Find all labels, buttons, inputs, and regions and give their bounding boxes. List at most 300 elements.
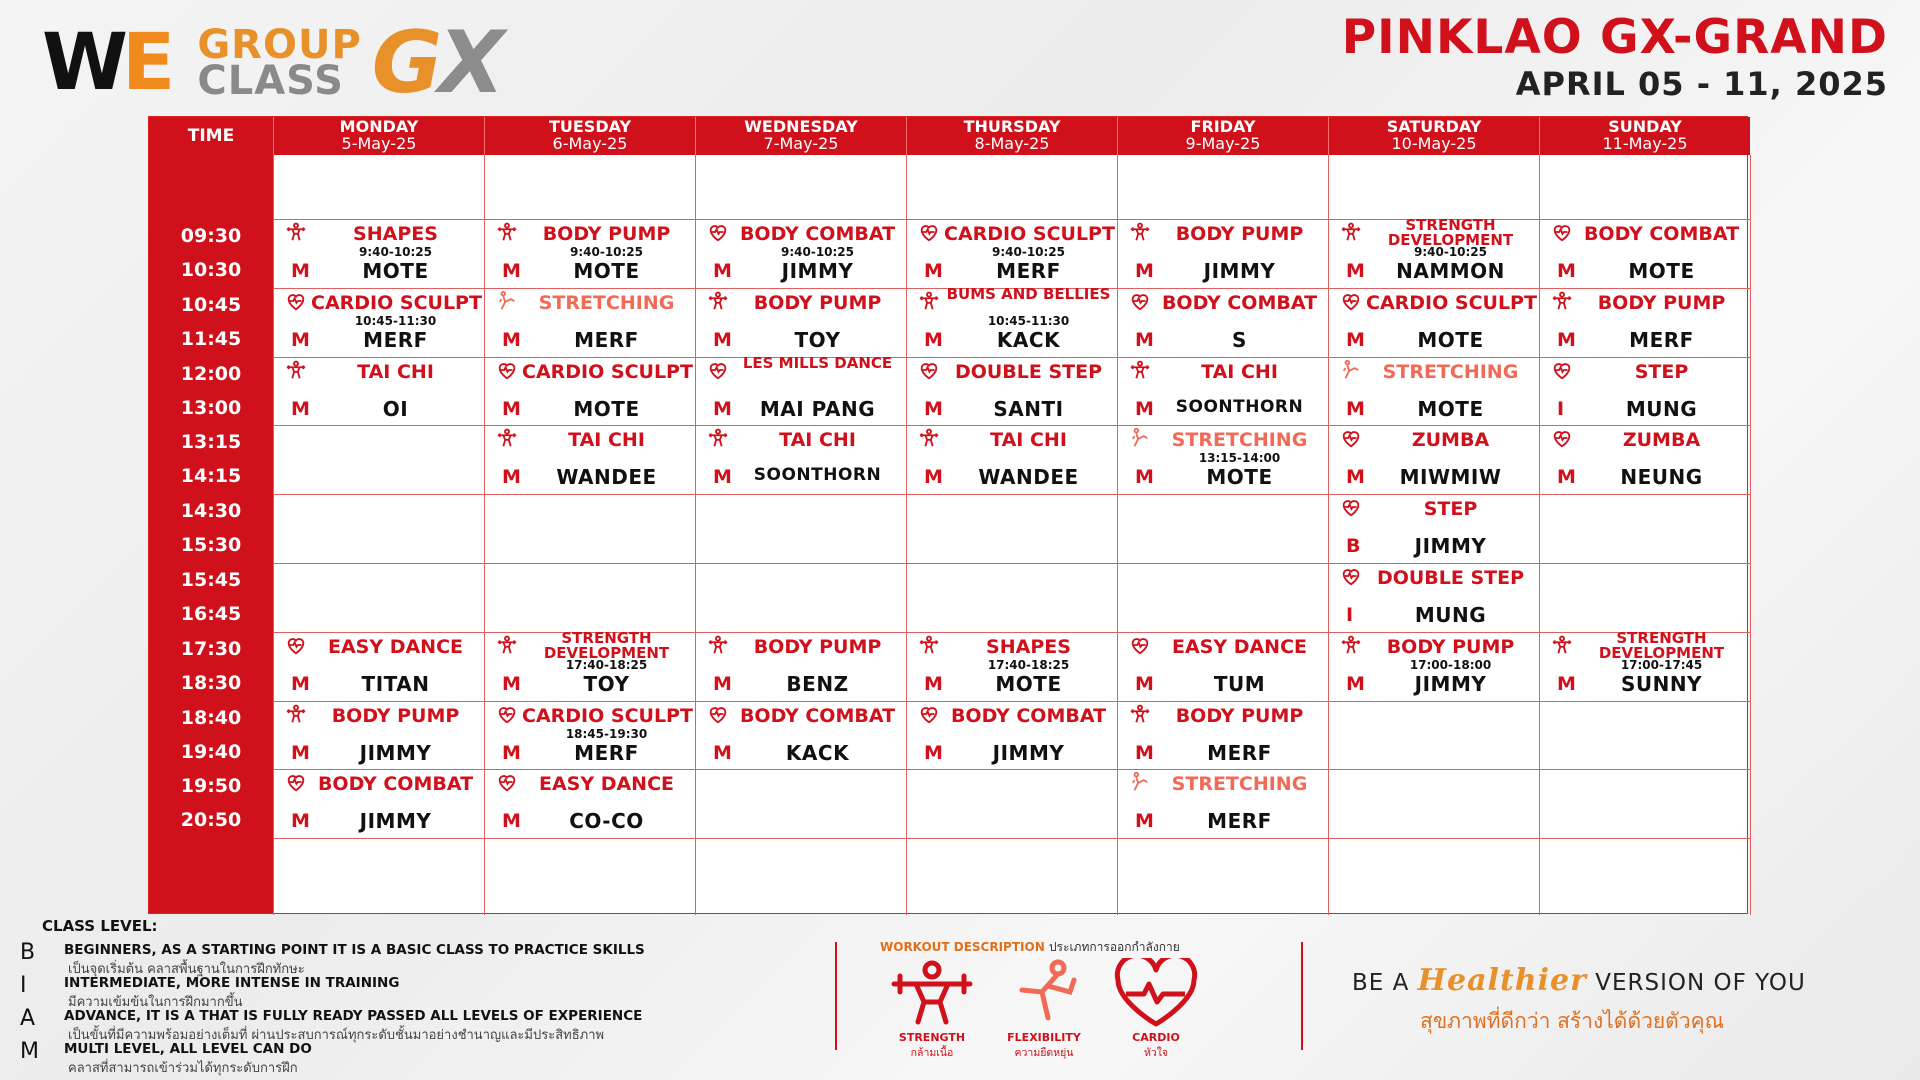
instructor-name: MOTE [1417, 327, 1484, 352]
instructor-name: MOTE [1628, 259, 1695, 283]
class-name: TAI CHI [568, 429, 645, 452]
strength-icon [1129, 703, 1151, 725]
strength-icon [285, 221, 307, 243]
class-level: I [1346, 604, 1354, 626]
class-cell[interactable] [1117, 219, 1328, 288]
class-level: M [713, 328, 732, 351]
we-logo: WE [42, 18, 170, 108]
workout-item [872, 958, 992, 1061]
class-level: M [1135, 260, 1154, 282]
cardio-icon [1340, 427, 1362, 449]
instructor-name: MUNG [1414, 603, 1487, 627]
class-name: CARDIO SCULPT [311, 291, 482, 314]
slot-start-time: 14:30 [180, 500, 242, 523]
class-name: BODY PUMP [1175, 704, 1304, 727]
slot-end-time: 11:45 [180, 327, 242, 350]
instructor-name: MUNG [1625, 396, 1698, 421]
class-level: M [713, 466, 732, 489]
class-cell[interactable] [1328, 288, 1539, 357]
class-time: 9:40-10:25 [780, 245, 855, 259]
strength-icon [285, 359, 307, 381]
cardio-icon [1129, 290, 1151, 312]
cardio-icon [1129, 634, 1151, 656]
level-description: ADVANCE, IT IS A THAT IS FULLY READY PASSED ALL LEVELS OF EXPERIENCE [64, 1008, 643, 1024]
class-name: BODY PUMP [1597, 291, 1726, 314]
divider [835, 942, 837, 1050]
class-time: 9:40-10:25 [569, 245, 644, 259]
class-level: M [924, 741, 943, 764]
class-level: M [502, 328, 521, 351]
class-name: EASY DANCE [327, 635, 464, 658]
instructor-name: KACK [785, 740, 850, 765]
cardio-icon [285, 634, 307, 656]
class-cell[interactable] [1539, 425, 1750, 494]
class-cell[interactable] [1117, 769, 1328, 838]
instructor-name: JIMMY [1203, 259, 1276, 283]
strength-icon [285, 703, 307, 725]
class-time: 10:45-11:30 [354, 313, 437, 328]
instructor-name: SOONTHORN [1175, 396, 1304, 417]
cardio-icon [707, 359, 729, 381]
cardio-icon [918, 359, 940, 381]
instructor-name: MOTE [995, 671, 1062, 696]
instructor-name: WANDEE [556, 465, 657, 490]
instructor-name: MOTE [362, 259, 429, 283]
group-class-logo: GROUP CLASS [197, 22, 362, 104]
class-time: 17:00-18:00 [1409, 657, 1492, 672]
class-level: M [1135, 328, 1154, 351]
flexibility-icon [984, 958, 1104, 1032]
class-level: M [713, 672, 732, 695]
level-letter: I [20, 973, 27, 998]
day-header [484, 117, 695, 155]
cardio-icon [1551, 427, 1573, 449]
day-name: TUESDAY [548, 117, 632, 136]
class-name: EASY DANCE [538, 773, 675, 796]
class-level-title: CLASS LEVEL: [42, 917, 158, 935]
class-level: M [291, 741, 310, 764]
class-level: M [713, 741, 732, 764]
class-cell[interactable] [273, 769, 484, 838]
day-header [695, 117, 906, 155]
class-name: STRETCHING [1171, 773, 1308, 796]
instructor-name: MERF [996, 259, 1061, 283]
class-level: M [502, 397, 521, 420]
cardio-icon [1340, 565, 1362, 587]
cardio-icon [496, 359, 518, 381]
slot-end-time: 14:15 [180, 465, 242, 488]
class-time: 18:45-19:30 [565, 726, 648, 741]
class-cell[interactable] [484, 219, 695, 288]
instructor-name: NAMMON [1396, 259, 1505, 283]
class-name: BODY PUMP [1175, 223, 1304, 245]
class-level: M [502, 741, 521, 764]
day-header [1328, 117, 1539, 155]
class-name: BODY PUMP [753, 635, 882, 658]
class-name: CARDIO SCULPT [1366, 291, 1537, 314]
strength-icon [918, 634, 940, 656]
class-cell[interactable] [906, 632, 1117, 701]
grid-line [1750, 155, 1751, 915]
slot-end-time: 18:30 [180, 671, 242, 694]
day-date: 6-May-25 [552, 133, 628, 153]
workout-label: CARDIO [1132, 1031, 1180, 1044]
strength-icon [1129, 359, 1151, 381]
class-level: M [713, 397, 732, 420]
class-cell[interactable] [695, 425, 906, 494]
cardio-icon [285, 771, 307, 793]
level-description: BEGINNERS, AS A STARTING POINT IT IS A BASIC CLASS TO PRACTICE SKILLS [64, 942, 645, 958]
tagline-thai: สุขภาพที่ดีกว่า สร้างได้ด้วยตัวคุณ [1420, 1009, 1725, 1033]
instructor-name: NEUNG [1620, 465, 1703, 490]
level-description: INTERMEDIATE, MORE INTENSE IN TRAINING [64, 975, 400, 991]
instructor-name: MIWMIW [1399, 465, 1502, 490]
class-cell[interactable] [273, 701, 484, 770]
instructor-name: SANTI [993, 396, 1064, 421]
slot-start-time: 10:45 [180, 293, 242, 316]
class-name: BODY PUMP [1386, 635, 1515, 658]
slot-start-time: 15:45 [180, 569, 242, 591]
divider [1301, 942, 1303, 1050]
class-level: M [1557, 260, 1576, 282]
class-time: 9:40-10:25 [1413, 245, 1488, 259]
class-cell[interactable] [484, 769, 695, 838]
class-level: M [1346, 466, 1365, 489]
class-cell[interactable] [484, 425, 695, 494]
class-name: STEP [1634, 360, 1689, 383]
class-level: M [1346, 397, 1365, 420]
class-name: CARDIO SCULPT [522, 704, 693, 727]
class-cell[interactable] [1328, 216, 1539, 288]
class-name: TAI CHI [990, 429, 1067, 452]
day-date: 9-May-25 [1185, 133, 1261, 153]
class-cell[interactable] [484, 628, 695, 701]
class-level: M [1557, 328, 1576, 351]
instructor-name: TOY [583, 671, 630, 696]
class-name: BODY COMBAT [317, 773, 474, 796]
class-cell[interactable] [1117, 357, 1328, 426]
cardio-icon [1340, 496, 1362, 518]
cardio-icon [1340, 290, 1362, 312]
instructor-name: CO-CO [569, 809, 644, 834]
class-level: M [502, 810, 521, 833]
day-date: 7-May-25 [763, 133, 839, 153]
class-name: STRENGTH DEVELOPMENT [1387, 216, 1514, 249]
day-name: FRIDAY [1190, 117, 1256, 136]
workout-description-title: WORKOUT DESCRIPTION ประเภทการออกกำลังกาย [880, 940, 1180, 954]
date-range: APRIL 05 - 11, 2025 [1515, 65, 1888, 103]
instructor-name: MERF [363, 327, 428, 352]
strength-icon [496, 221, 518, 243]
class-level: M [1135, 810, 1154, 833]
instructor-name: OI [382, 396, 409, 421]
class-level: M [1346, 328, 1365, 351]
class-name: BODY COMBAT [739, 704, 896, 727]
class-cell[interactable] [695, 632, 906, 701]
class-level: M [924, 672, 943, 695]
slot-end-time: 20:50 [180, 809, 242, 832]
strength-icon [872, 958, 992, 1032]
class-level: M [713, 260, 732, 282]
class-name: TAI CHI [357, 360, 434, 383]
class-time: 9:40-10:25 [358, 245, 433, 259]
class-time: 17:40-18:25 [987, 657, 1070, 672]
level-letter: A [20, 1006, 36, 1031]
class-name: STEP [1423, 498, 1478, 521]
workout-label: STRENGTH [898, 1031, 966, 1044]
instructor-name: MERF [1207, 740, 1272, 765]
instructor-name: MAI PANG [759, 396, 876, 421]
class-level: M [924, 466, 943, 489]
level-letter: M [20, 1039, 39, 1064]
flex-icon [496, 290, 518, 312]
class-time: 17:40-18:25 [565, 657, 648, 672]
class-name: BODY COMBAT [1161, 291, 1318, 314]
class-cell[interactable] [1117, 425, 1328, 494]
instructor-name: JIMMY [359, 809, 432, 834]
class-time: 13:15-14:00 [1198, 451, 1281, 466]
class-level: M [1557, 672, 1576, 695]
instructor-name: MERF [1629, 327, 1694, 352]
class-name: BODY PUMP [542, 223, 671, 245]
instructor-name: TOY [794, 327, 841, 352]
instructor-name: JIMMY [1414, 534, 1487, 559]
flex-icon [1129, 771, 1151, 793]
strength-icon [707, 427, 729, 449]
workout-label-thai: หัวใจ [1143, 1047, 1169, 1060]
class-cell[interactable] [695, 701, 906, 770]
class-time: 17:00-17:45 [1620, 657, 1703, 672]
day-date: 10-May-25 [1391, 133, 1477, 153]
class-level: M [1135, 397, 1154, 420]
cardio-icon [496, 703, 518, 725]
cardio-icon [1551, 221, 1573, 243]
class-cell[interactable] [906, 284, 1117, 357]
strength-icon [1551, 634, 1573, 656]
cardio-icon [285, 290, 307, 312]
class-cell[interactable] [1328, 494, 1539, 563]
cardio-icon [1551, 359, 1573, 381]
class-name: BODY COMBAT [739, 223, 896, 245]
time-header: TIME [187, 126, 235, 146]
slot-start-time: 17:30 [180, 637, 242, 660]
instructor-name: JIMMY [992, 740, 1065, 765]
grid-line [273, 838, 1750, 839]
slot-start-time: 12:00 [180, 362, 242, 385]
class-name: DOUBLE STEP [954, 360, 1103, 383]
strength-icon [707, 290, 729, 312]
instructor-name: MERF [574, 327, 639, 352]
strength-icon [496, 634, 518, 656]
workout-label-thai: ความยืดหยุ่น [1014, 1047, 1074, 1060]
class-name: SHAPES [986, 635, 1071, 658]
class-cell[interactable] [1328, 563, 1539, 632]
class-level: M [291, 672, 310, 695]
instructor-name: WANDEE [978, 465, 1079, 490]
cardio-icon [918, 221, 940, 243]
cardio-icon [1096, 958, 1216, 1032]
class-name: BODY COMBAT [1583, 223, 1740, 245]
class-level: M [291, 397, 310, 420]
strength-icon [1340, 221, 1362, 243]
strength-icon [918, 290, 940, 312]
class-cell[interactable] [906, 219, 1117, 288]
instructor-name: JIMMY [359, 740, 432, 765]
class-name: ZUMBA [1411, 429, 1490, 452]
strength-icon [1340, 634, 1362, 656]
strength-icon [918, 427, 940, 449]
class-level: I [1557, 397, 1565, 420]
slot-start-time: 13:15 [180, 431, 242, 454]
class-cell[interactable] [695, 288, 906, 357]
class-cell[interactable] [906, 425, 1117, 494]
instructor-name: KACK [996, 327, 1061, 352]
day-name: SUNDAY [1608, 117, 1682, 136]
day-date: 11-May-25 [1602, 133, 1688, 153]
branch-name: PINKLAO GX-GRAND [1341, 10, 1888, 65]
day-name: MONDAY [339, 117, 419, 136]
instructor-name: SOONTHORN [753, 465, 882, 486]
class-level: M [924, 328, 943, 351]
class-cell[interactable] [484, 357, 695, 426]
level-description-thai: มีความเข้มข้นในการฝึกมากขึ้น [68, 995, 243, 1010]
class-level: M [291, 260, 310, 282]
class-level: M [1557, 466, 1576, 489]
class-level: M [291, 810, 310, 833]
day-name: SATURDAY [1386, 117, 1482, 136]
gx-logo: GX [371, 13, 501, 113]
class-cell[interactable] [906, 701, 1117, 770]
class-cell[interactable] [906, 357, 1117, 426]
strength-icon [707, 634, 729, 656]
cardio-icon [707, 221, 729, 243]
slot-end-time: 19:40 [180, 740, 242, 763]
class-cell[interactable] [1117, 701, 1328, 770]
cardio-icon [707, 703, 729, 725]
instructor-name: MOTE [573, 259, 640, 283]
level-description-thai: เป็นขั้นที่มีความพร้อมอย่างเต็มที่ ผ่านประสบการณ์ทุกระดับชั้นมาอย่างชำนาญและมีประสิทธิภาพ [68, 1028, 605, 1043]
class-cell[interactable] [1328, 632, 1539, 701]
class-name: STRENGTH DEVELOPMENT [1598, 628, 1725, 662]
workout-item [1096, 958, 1216, 1061]
instructor-name: SUNNY [1620, 671, 1703, 696]
strength-icon [1551, 290, 1573, 312]
class-name: BUMS AND BELLIES [946, 284, 1111, 303]
class-cell[interactable] [1117, 288, 1328, 357]
slot-end-time: 10:30 [180, 259, 242, 281]
slot-end-time: 16:45 [180, 603, 242, 625]
class-cell[interactable] [695, 219, 906, 288]
cardio-icon [918, 703, 940, 725]
workout-item [984, 958, 1104, 1061]
class-name: STRENGTH DEVELOPMENT [543, 628, 670, 662]
class-cell[interactable] [695, 353, 906, 426]
class-cell[interactable] [1117, 632, 1328, 701]
class-level: M [924, 397, 943, 420]
class-cell[interactable] [1539, 357, 1750, 426]
instructor-name: MOTE [1417, 396, 1484, 421]
class-cell[interactable] [273, 288, 484, 357]
instructor-name: S [1232, 327, 1247, 352]
day-header [906, 117, 1117, 155]
class-level: M [1346, 672, 1365, 695]
class-level: M [502, 672, 521, 695]
class-level: M [291, 328, 310, 351]
schedule-grid [148, 116, 1748, 914]
class-cell[interactable] [273, 632, 484, 701]
class-name: SHAPES [353, 223, 438, 245]
cardio-icon [496, 771, 518, 793]
flex-icon [1129, 427, 1151, 449]
slot-start-time: 18:40 [180, 706, 242, 729]
class-cell[interactable] [1328, 357, 1539, 426]
class-name: BODY PUMP [753, 291, 882, 314]
brand-logo [42, 13, 501, 113]
class-cell[interactable] [273, 357, 484, 426]
class-time: 9:40-10:25 [991, 245, 1066, 259]
slot-end-time: 13:00 [180, 396, 242, 419]
day-header [1539, 117, 1750, 155]
level-letter: B [20, 940, 36, 965]
class-name: CARDIO SCULPT [944, 223, 1115, 245]
tagline: BE A Healthier VERSION OF YOU [1352, 963, 1806, 998]
slot-start-time: 19:50 [180, 775, 242, 798]
class-name: LES MILLS DANCE [742, 353, 893, 372]
workout-label: FLEXIBILITY [1007, 1031, 1081, 1044]
class-level: M [1135, 741, 1154, 764]
class-name: TAI CHI [779, 429, 856, 452]
instructor-name: MERF [574, 740, 639, 765]
instructor-name: TUM [1213, 671, 1266, 696]
class-name: DOUBLE STEP [1376, 567, 1525, 589]
class-name: BODY COMBAT [950, 704, 1107, 727]
level-description-thai: เป็นจุดเริ่มต้น คลาสพื้นฐานในการฝึกทักษะ [68, 962, 305, 977]
day-header [1117, 117, 1328, 155]
class-name: STRETCHING [1171, 429, 1308, 452]
branch-header [1342, 10, 1888, 103]
day-date: 5-May-25 [341, 133, 417, 153]
class-name: CARDIO SCULPT [522, 360, 693, 383]
class-name: STRETCHING [1382, 360, 1519, 383]
level-description: MULTI LEVEL, ALL LEVEL CAN DO [64, 1041, 312, 1057]
class-cell[interactable] [1539, 219, 1750, 288]
instructor-name: TITAN [361, 671, 430, 696]
class-level: M [502, 260, 521, 282]
class-cell[interactable] [484, 288, 695, 357]
day-name: THURSDAY [963, 117, 1061, 136]
class-level: M [1135, 672, 1154, 695]
class-level: B [1346, 535, 1361, 558]
level-description-thai: คลาสที่สามารถเข้าร่วมได้ทุกระดับการฝึก [68, 1061, 298, 1076]
instructor-name: MOTE [1206, 465, 1273, 490]
instructor-name: BENZ [786, 671, 849, 696]
class-cell[interactable] [484, 701, 695, 770]
class-cell[interactable] [1539, 628, 1750, 701]
day-date: 8-May-25 [974, 133, 1050, 153]
class-name: STRETCHING [538, 291, 675, 314]
instructor-name: MERF [1207, 809, 1272, 834]
class-name: EASY DANCE [1171, 635, 1308, 658]
class-cell[interactable] [1539, 288, 1750, 357]
class-name: TAI CHI [1201, 360, 1278, 383]
instructor-name: JIMMY [781, 259, 854, 283]
class-cell[interactable] [273, 219, 484, 288]
class-level: M [1346, 260, 1365, 282]
instructor-name: JIMMY [1414, 671, 1487, 696]
flex-icon [1340, 359, 1362, 381]
strength-icon [496, 427, 518, 449]
class-cell[interactable] [1328, 425, 1539, 494]
